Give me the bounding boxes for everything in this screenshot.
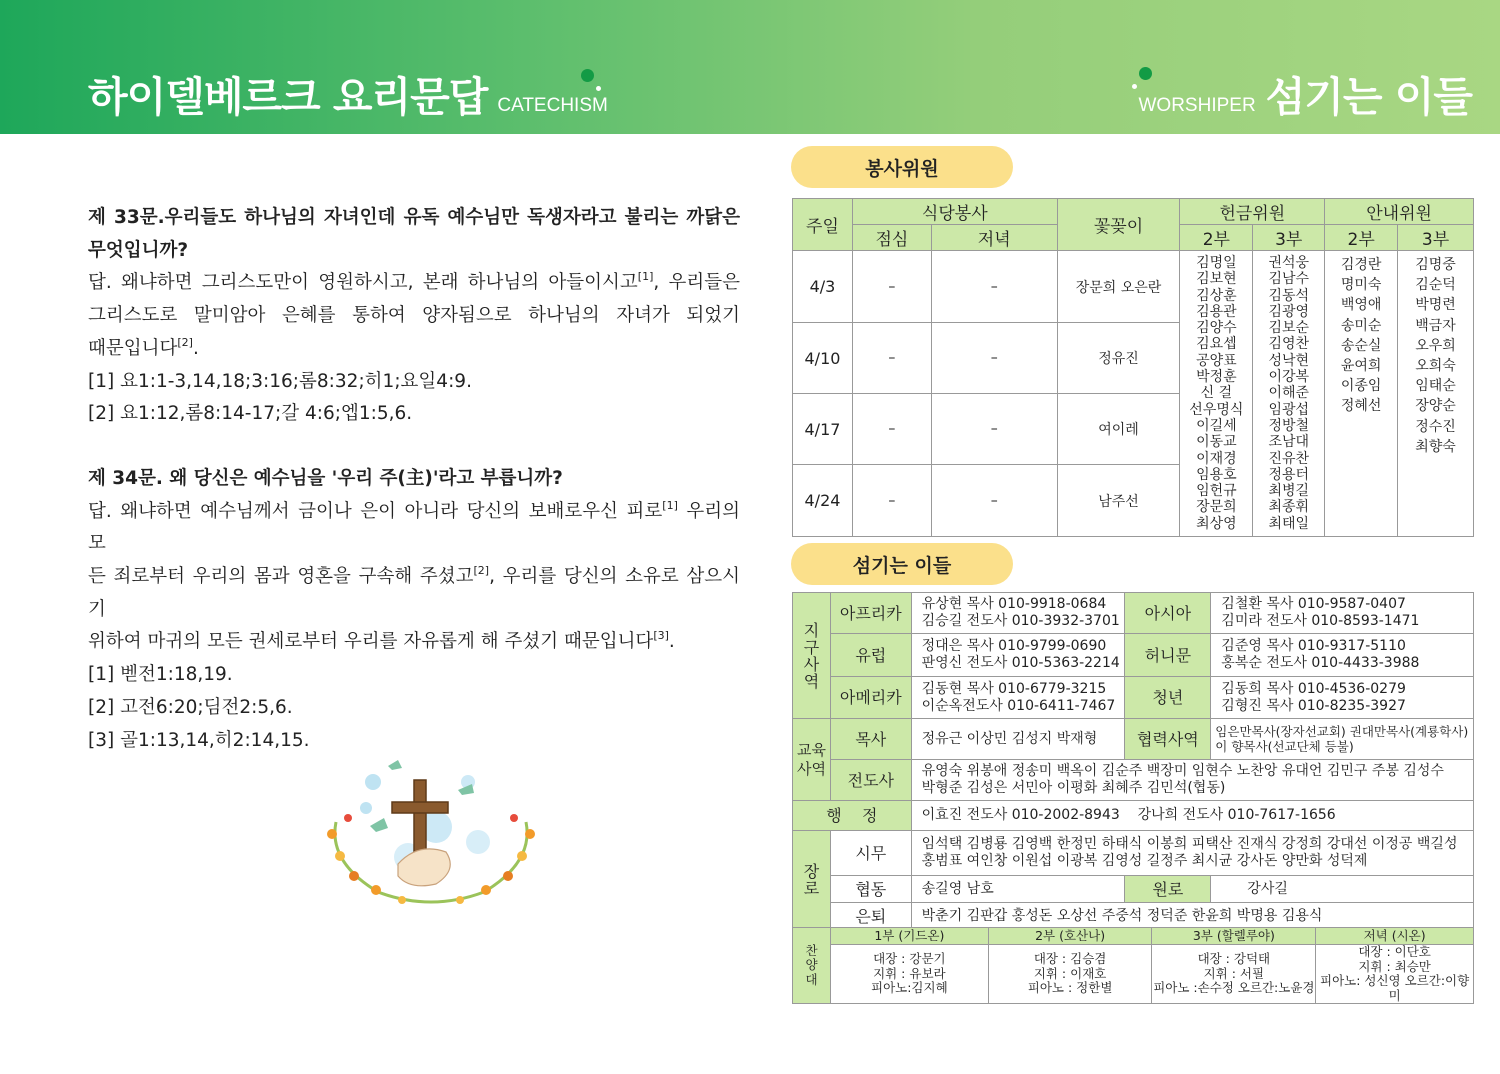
answer-text: 답. 왜냐하면 그리스도만이 영원하시고, 본래 하나님의 아들이시고 — [88, 272, 638, 294]
choir-1bu-name: 1부 (기드온) — [830, 928, 988, 945]
header-offering-2bu: 2부 — [1180, 225, 1253, 251]
date-cell: 4/3 — [793, 251, 853, 323]
reference-line: [1] 벧전1:18,19. — [88, 664, 233, 686]
answer-34-line-2 — [88, 561, 740, 626]
active-elder-names: 임석택 김병룡 김영백 한정민 하태식 이봉희 피택산 진재식 강정희 강대선 이정공 백길성 홍범표 여인창 이원섭 이광복 김영성 길정주 최시균 강사돈 양만화 성덕제 — [911, 831, 1473, 876]
dinner-cell: – — [931, 394, 1057, 465]
worshiper-title: 섬기는 이들 — [1265, 73, 1472, 121]
senior-names: 강사길 — [1211, 876, 1474, 903]
associate-label: 협동 — [830, 876, 911, 903]
usher-3bu-names: 김명중 김순덕 박명련 백금자 오우희 오희숙 임태순 장양순 정수진 최향숙 — [1398, 251, 1474, 537]
answer-33-line-2: 그리스도로 말미암아 은혜를 통하여 양자됨으로 하나님의 자녀가 되었기 — [88, 305, 740, 327]
catechism-title: 하이델베르크 요리문답 — [88, 73, 488, 121]
date-cell: 4/17 — [793, 394, 853, 465]
senior-label: 원로 — [1125, 876, 1211, 903]
header-flower: 꽃꽂이 — [1057, 199, 1180, 251]
europe-contacts: 정대은 목사 010-9799-0690 판영신 전도사 010-5363-2214 — [911, 634, 1125, 677]
header-usher-2bu: 2부 — [1325, 225, 1398, 251]
workers-pill: 섬기는 이들 — [791, 543, 1013, 585]
header-dinner: 저녁 — [931, 225, 1057, 251]
admin-contacts: 이효진 전도사 010-2002-8943 강나희 전도사 010-7617-1656 — [911, 801, 1473, 831]
usher-2bu-names: 김경란 명미숙 백영애 송미순 송순실 윤여희 이종임 정혜선 — [1325, 251, 1398, 537]
choir-3bu-staff: 대장 : 강덕태 지휘 : 서필 피아노 :손수정 오르간:노윤경 — [1152, 945, 1316, 1004]
dinner-cell: – — [931, 251, 1057, 323]
footnote-mark: [2] — [473, 564, 490, 578]
youth-label: 청년 — [1125, 677, 1211, 719]
answer-34-line-3 — [88, 626, 740, 659]
choir-3bu-name: 3부 (할렐루야) — [1152, 928, 1316, 945]
choir-text: 찬양대 — [805, 942, 818, 987]
answer-text: . — [668, 631, 675, 653]
elders-text: 장로 — [803, 862, 820, 898]
america-label: 아메리카 — [830, 677, 911, 719]
white-dot-icon — [596, 86, 601, 91]
footnote-mark: [3] — [653, 629, 669, 643]
active-label: 시무 — [830, 831, 911, 876]
reference-line: [1] 요1:1-3,14,18;3:16;롬8:32;히1;요일4:9. — [88, 370, 472, 392]
offering-2bu-names: 김명일 김보현 김상훈 김용관 김양수 김요셉 공양표 박정훈 신 걸 선우명식 이길세 이동교 이재경 임용호 임헌규 장문희 최상영 — [1180, 251, 1253, 537]
date-cell: 4/10 — [793, 323, 853, 394]
answer-text: 든 죄로부터 우리의 몸과 영혼을 구속해 주셨고 — [88, 566, 474, 588]
header-usher: 안내위원 — [1325, 199, 1474, 225]
dinner-cell: – — [931, 323, 1057, 394]
answer-33-line-3 — [88, 333, 740, 366]
header-sunday: 주일 — [793, 199, 853, 251]
evangelist-names: 유영숙 위봉애 정송미 백옥이 김순주 백장미 임현수 노찬앙 유대언 김민구 주봉 김성수 박형준 김성은 서민아 이평화 최혜주 김민석(협동) — [911, 760, 1473, 801]
hernhut-label: 허니문 — [1125, 634, 1211, 677]
flower-cell: 남주선 — [1057, 465, 1180, 537]
hernhut-contacts: 김준영 목사 010-9317-5110 홍복순 전도사 010-4433-3988 — [1211, 634, 1474, 677]
choir-1bu-staff: 대장 : 강문기 지휘 : 유보라 피아노:김지혜 — [830, 945, 988, 1004]
catechism-text — [88, 202, 740, 757]
choir-label — [793, 928, 831, 1004]
africa-label: 아프리카 — [830, 593, 911, 634]
footnote-mark: [2] — [177, 335, 193, 349]
answer-text: 위하여 마귀의 모든 권세로부터 우리를 자유롭게 해 주셨기 때문입니다 — [88, 631, 654, 653]
answer-text: 때문입니다 — [88, 337, 178, 359]
choir-evening-name: 저녁 (시온) — [1316, 928, 1474, 945]
footnote-mark: [1] — [637, 270, 654, 284]
reference-line: [2] 고전6:20;딤전2:5,6. — [88, 696, 293, 718]
catechism-eng-label: CATECHISM — [497, 95, 608, 116]
dinner-cell: – — [931, 465, 1057, 537]
lunch-cell: – — [852, 465, 931, 537]
worshiper-eng-label: WORSHIPER — [1138, 95, 1256, 116]
lunch-cell: – — [852, 251, 931, 323]
reference-line: [3] 골1:13,14,히2:14,15. — [88, 729, 310, 751]
asia-label: 아시아 — [1125, 593, 1211, 634]
header-lunch: 점심 — [852, 225, 931, 251]
choir-2bu-staff: 대장 : 김승겸 지휘 : 이재호 피아노 : 정한별 — [988, 945, 1152, 1004]
district-label — [793, 593, 831, 719]
header-offering: 헌금위원 — [1180, 199, 1325, 225]
workers-table — [792, 592, 1474, 930]
date-cell: 4/24 — [793, 465, 853, 537]
answer-text: , 우리들은 — [653, 272, 740, 294]
flower-cell: 여이레 — [1057, 394, 1180, 465]
asia-contacts: 김철환 목사 010-9587-0407 김미라 전도사 010-8593-1471 — [1211, 593, 1474, 634]
cross-illustration — [318, 752, 544, 910]
header-offering-3bu: 3부 — [1253, 225, 1325, 251]
answer-34-line-1 — [88, 496, 740, 561]
header-dining: 식당봉사 — [852, 199, 1057, 225]
answer-text: 우리의 모 — [88, 500, 740, 555]
pastor-names: 정유근 이상민 김성지 박재형 — [911, 719, 1125, 760]
catechism-heading — [88, 64, 618, 123]
lunch-cell: – — [852, 394, 931, 465]
answer-33-line-1 — [88, 267, 740, 300]
pastor-label: 목사 — [830, 719, 911, 760]
cooperation-names: 임은만목사(장자선교회) 권대만목사(계룡학사) 이 향목사(선교단체 등불) — [1211, 719, 1474, 760]
worshiper-heading — [1129, 64, 1473, 123]
green-dot-icon — [581, 69, 594, 82]
white-dot-icon — [1132, 84, 1137, 89]
header-usher-3bu: 3부 — [1398, 225, 1474, 251]
footnote-mark: [1] — [662, 498, 678, 512]
admin-label: 행 정 — [793, 801, 912, 831]
europe-label: 유럽 — [830, 634, 911, 677]
associate-names: 송길영 남호 — [911, 876, 1125, 903]
youth-contacts: 김동희 목사 010-4536-0279 김형진 목사 010-8235-3927 — [1211, 677, 1474, 719]
question-34: 제 34문. 왜 당신은 예수님을 '우리 주(主)'라고 부릅니까? — [88, 467, 563, 489]
retired-names: 박춘기 김판갑 홍성돈 오상선 주중석 정덕준 한윤희 박명용 김용식 — [911, 903, 1473, 930]
service-committee-pill: 봉사위원 — [791, 146, 1013, 188]
choir-table — [792, 927, 1474, 1004]
choir-2bu-name: 2부 (호산나) — [988, 928, 1152, 945]
answer-text: 답. 왜냐하면 예수님께서 금이나 은이 아니라 당신의 보배로우신 피로 — [88, 500, 663, 522]
cooperation-label: 협력사역 — [1125, 719, 1211, 760]
district-text: 지구사역 — [803, 620, 820, 691]
question-33-line-1: 제 33문.우리들도 하나님의 자녀인데 유독 예수님만 독생자라고 불리는 까닭은 — [88, 207, 740, 228]
answer-text: , 우리를 당신의 소유로 삼으시기 — [88, 566, 740, 620]
flower-cell: 정유진 — [1057, 323, 1180, 394]
reference-line: [2] 요1:12,롬8:14-17;갈 4:6;엡1:5,6. — [88, 403, 413, 425]
green-dot-icon — [1139, 67, 1152, 80]
america-contacts: 김동현 목사 010-6779-3215 이순옥전도사 010-6411-7467 — [911, 677, 1125, 719]
question-33-line-2: 무엇입니까? — [88, 239, 189, 261]
answer-text: . — [192, 337, 199, 359]
education-label — [793, 719, 831, 801]
education-text: 교육사역 — [796, 740, 826, 778]
table-row — [793, 251, 1474, 323]
retired-label: 은퇴 — [830, 903, 911, 930]
lunch-cell: – — [852, 323, 931, 394]
africa-contacts: 유상현 목사 010-9918-0684 김승길 전도사 010-3932-3701 — [911, 593, 1125, 634]
service-committee-table — [792, 198, 1474, 537]
flower-cell: 장문희 오은란 — [1057, 251, 1180, 323]
offering-3bu-names: 권석웅 김남수 김동석 김광영 김보순 김영찬 성낙현 이강복 이해준 임광섭 정방철 조남대 진유찬 정용터 최병길 최종휘 최태일 — [1253, 251, 1325, 537]
evangelist-label: 전도사 — [830, 760, 911, 801]
choir-evening-staff: 대장 : 이단호 지휘 : 최승만 피아노: 성신영 오르간:이향미 — [1316, 945, 1474, 1004]
page-header — [0, 0, 1500, 134]
elders-label — [793, 831, 831, 930]
